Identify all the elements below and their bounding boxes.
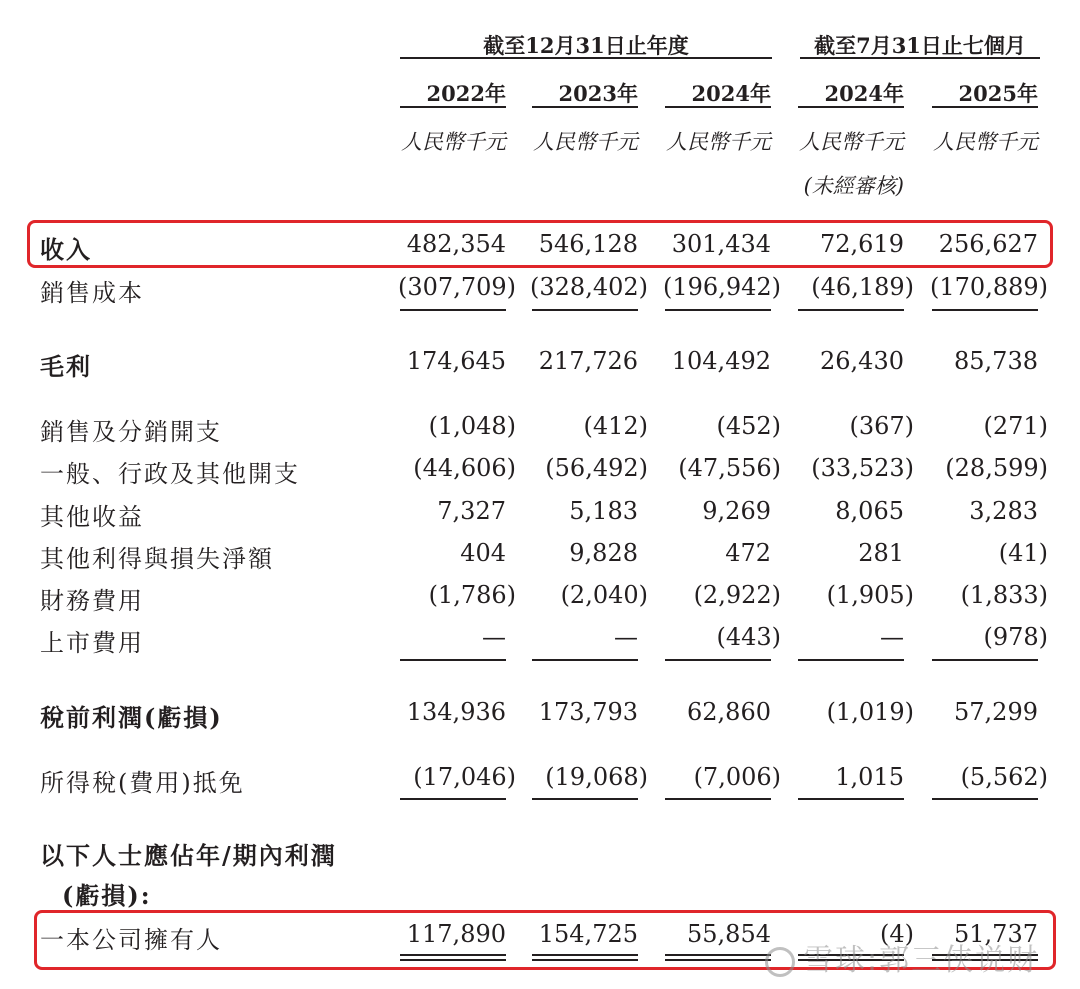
subtotal-rule-5 (932, 659, 1038, 661)
cell: (307,709) (398, 273, 516, 301)
cell: 9,269 (702, 497, 771, 525)
cell: (5,562) (960, 763, 1048, 791)
currency-2: 人民幣千元 (533, 130, 638, 154)
cell: 301,434 (671, 230, 771, 258)
cell: 1,015 (835, 763, 904, 791)
row-label: 銷售及分銷開支 (40, 418, 222, 446)
row-label: 稅前利潤(虧損) (40, 703, 223, 732)
cell: 174,645 (406, 347, 506, 375)
watermark-text: 雪球:郭三侠说财 (803, 943, 1040, 978)
cell: (170,889) (930, 273, 1048, 301)
cell: (2,040) (560, 581, 648, 609)
cell: (47,556) (678, 454, 781, 482)
year-rule-2 (532, 106, 638, 108)
cell: (452) (716, 412, 781, 440)
cell: 62,860 (687, 698, 771, 726)
cell: (7,006) (693, 763, 781, 791)
cell: — (482, 623, 506, 651)
cell: 173,793 (538, 698, 638, 726)
total-rule-3 (665, 954, 771, 961)
currency-3: 人民幣千元 (666, 130, 771, 154)
unaudited-note: (未經審核) (803, 174, 904, 198)
cell: (56,492) (545, 454, 648, 482)
cell: — (614, 623, 638, 651)
cell: 8,065 (835, 497, 904, 525)
cell: 472 (725, 539, 771, 567)
header-group-fy: 截至12月31日止年度 (483, 33, 689, 58)
cell: (271) (983, 412, 1048, 440)
year-rule-3 (665, 106, 771, 108)
header-group-fy-rule (400, 57, 772, 59)
year-2025-7m: 2025年 (958, 81, 1038, 106)
subtotal-rule-3 (665, 309, 771, 311)
cell: 72,619 (820, 230, 904, 258)
cell: (412) (583, 412, 648, 440)
cell: 104,492 (671, 347, 771, 375)
cell: 7,327 (437, 497, 506, 525)
cell: (28,599) (945, 454, 1048, 482)
cell: 9,828 (569, 539, 638, 567)
cell: 256,627 (938, 230, 1038, 258)
cell: — (880, 623, 904, 651)
cell: (196,942) (663, 273, 781, 301)
total-rule-1 (400, 954, 506, 961)
cell: 57,299 (954, 698, 1038, 726)
subtotal-rule-5 (932, 309, 1038, 311)
row-label: 上市費用 (40, 629, 144, 657)
currency-4: 人民幣千元 (799, 130, 904, 154)
subtotal-rule-1 (400, 798, 506, 800)
cell: 217,726 (538, 347, 638, 375)
cell: (328,402) (530, 273, 648, 301)
cell: 546,128 (538, 230, 638, 258)
currency-5: 人民幣千元 (933, 130, 1038, 154)
year-2023: 2023年 (558, 81, 638, 106)
cell: 51,737 (954, 920, 1038, 948)
subtotal-rule-3 (665, 659, 771, 661)
cell: (1,048) (428, 412, 516, 440)
cell: (4) (880, 920, 914, 948)
year-2024-7m: 2024年 (824, 81, 904, 106)
year-rule-5 (932, 106, 1038, 108)
row-label: 毛利 (40, 352, 92, 381)
cell: 281 (858, 539, 904, 567)
cell: (17,046) (413, 763, 516, 791)
subtotal-rule-5 (932, 798, 1038, 800)
cell: 117,890 (406, 920, 506, 948)
currency-1: 人民幣千元 (401, 130, 506, 154)
row-label: 收入 (40, 235, 92, 264)
row-label: 一本公司擁有人 (40, 926, 222, 954)
cell: (1,833) (960, 581, 1048, 609)
cell: (41) (998, 539, 1048, 567)
row-label: 財務費用 (40, 587, 144, 615)
row-label: 所得稅(費用)抵免 (40, 769, 245, 797)
subtotal-rule-2 (532, 659, 638, 661)
row-label: 其他利得與損失淨額 (40, 545, 274, 573)
cell: 134,936 (406, 698, 506, 726)
cell: (44,606) (413, 454, 516, 482)
cell: (367) (849, 412, 914, 440)
cell: (978) (983, 623, 1048, 651)
total-rule-2 (532, 954, 638, 961)
subtotal-rule-1 (400, 659, 506, 661)
subtotal-rule-2 (532, 798, 638, 800)
cell: 3,283 (969, 497, 1038, 525)
subtotal-rule-4 (798, 798, 904, 800)
subtotal-rule-2 (532, 309, 638, 311)
year-rule-4 (798, 106, 904, 108)
cell: 85,738 (954, 347, 1038, 375)
year-2022: 2022年 (426, 81, 506, 106)
row-label: 一般、行政及其他開支 (40, 460, 300, 488)
cell: (1,019) (826, 698, 914, 726)
subtotal-rule-3 (665, 798, 771, 800)
cell: 154,725 (538, 920, 638, 948)
cell: (443) (716, 623, 781, 651)
row-label: 銷售成本 (40, 279, 144, 307)
cell: (1,905) (826, 581, 914, 609)
attributable-heading: 以下人士應佔年/期內利潤 (40, 841, 337, 870)
header-group-7m: 截至7月31日止七個月 (814, 33, 1026, 58)
header-group-7m-rule (800, 57, 1040, 59)
attributable-heading-cont: (虧損): (62, 881, 152, 910)
cell: (1,786) (428, 581, 516, 609)
year-rule-1 (400, 106, 506, 108)
cell: 5,183 (569, 497, 638, 525)
cell: 55,854 (687, 920, 771, 948)
subtotal-rule-4 (798, 309, 904, 311)
watermark (765, 935, 1039, 979)
cell: (2,922) (693, 581, 781, 609)
cell: 26,430 (820, 347, 904, 375)
cell: 482,354 (406, 230, 506, 258)
cell: (19,068) (545, 763, 648, 791)
subtotal-rule-1 (400, 309, 506, 311)
cell: (33,523) (811, 454, 914, 482)
cell: 404 (460, 539, 506, 567)
subtotal-rule-4 (798, 659, 904, 661)
snowball-logo-icon (765, 947, 795, 977)
row-label: 其他收益 (40, 503, 144, 531)
cell: (46,189) (811, 273, 914, 301)
year-2024: 2024年 (691, 81, 771, 106)
